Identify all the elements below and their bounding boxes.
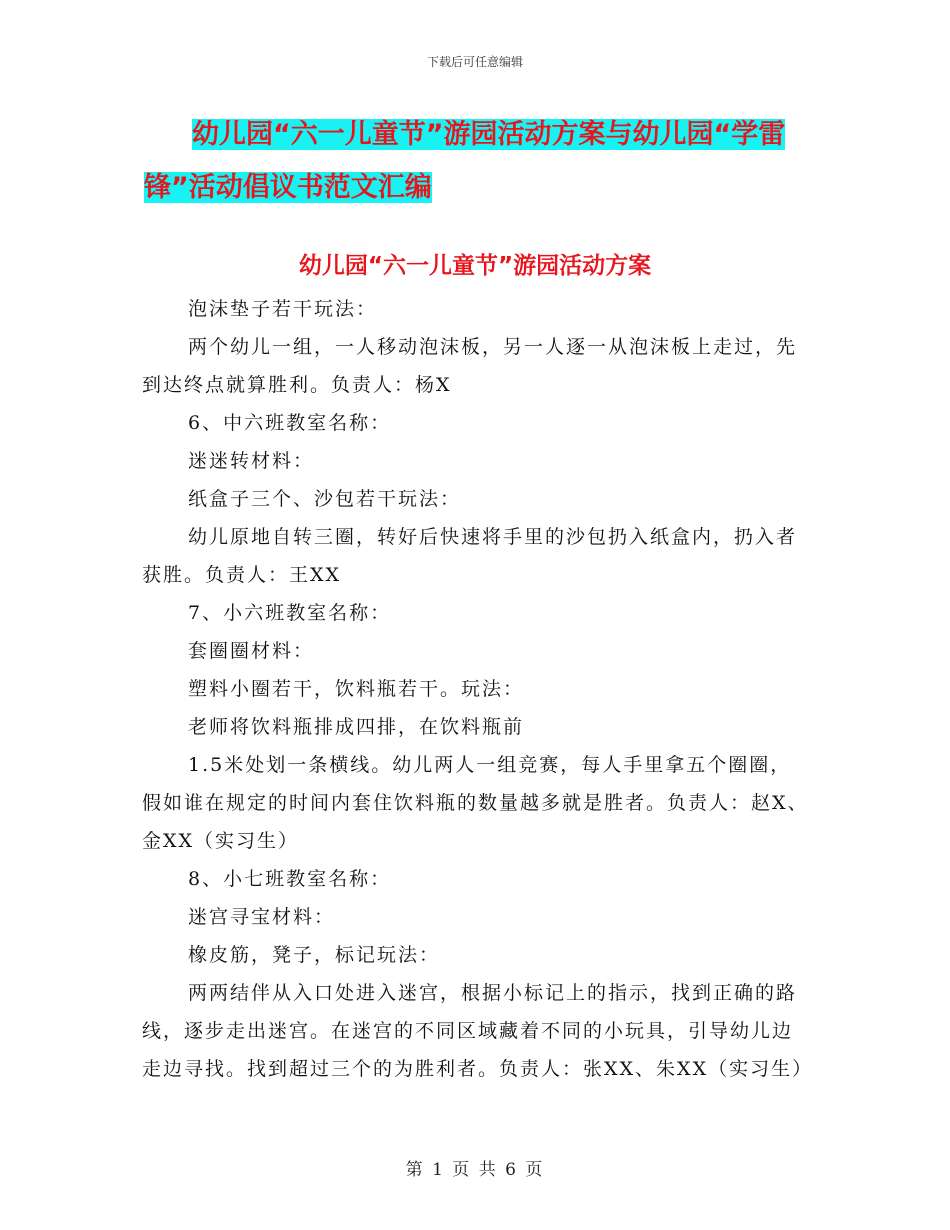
page-header-note: 下载后可任意编辑 — [426, 55, 523, 69]
paragraph: 迷迷转材料： — [188, 450, 315, 472]
paragraph: 纸盒子三个、沙包若干玩法： — [188, 488, 462, 510]
page-number: 第 1 页 共 6 页 — [405, 1160, 545, 1180]
body-text — [142, 290, 814, 1088]
document-title — [144, 108, 812, 214]
paragraph: 6、中六班教室名称： — [188, 412, 392, 434]
paragraph: 套圈圈材料： — [188, 640, 315, 662]
paragraph: 7、小六班教室名称： — [188, 602, 392, 624]
title-line-2: 锋”活动倡议书范文汇编 — [144, 172, 432, 203]
title-line-1: 幼儿园“六一儿童节”游园活动方案与幼儿园“学雷 — [192, 119, 786, 150]
paragraph: 迷宫寻宝材料： — [188, 906, 336, 928]
paragraph: 1.5米处划一条横线。幼儿两人一组竞赛，每人手里拿五个圈圈，假如谁在规定的时间内套住饮料瓶的数量越多就是胜者。负责人：赵X、金XX（实习生） — [142, 754, 809, 852]
paragraph: 橡皮筋，凳子，标记玩法： — [188, 944, 441, 966]
paragraph: 老师将饮料瓶排成四排，在饮料瓶前 — [188, 716, 525, 738]
paragraph: 两两结伴从入口处进入迷宫，根据小标记上的指示，找到正确的路线，逐步走出迷宫。在迷宫的不同区域藏着不同的小玩具，引导幼儿边走边寻找。找到超过三个的为胜利者。负责人：张XX、朱XX（实习生） — [142, 982, 814, 1080]
paragraph: 泡沫垫子若干玩法： — [188, 298, 378, 320]
paragraph: 8、小七班教室名称： — [188, 868, 392, 890]
section-title: 幼儿园“六一儿童节”游园活动方案 — [298, 253, 652, 279]
paragraph: 两个幼儿一组，一人移动泡沫板，另一人逐一从泡沫板上走过，先到达终点就算胜利。负责人：杨X — [142, 336, 798, 396]
paragraph: 塑料小圈若干，饮料瓶若干。玩法： — [188, 678, 525, 700]
paragraph: 幼儿原地自转三圈，转好后快速将手里的沙包扔入纸盒内，扔入者获胜。负责人：王XX — [142, 526, 798, 586]
